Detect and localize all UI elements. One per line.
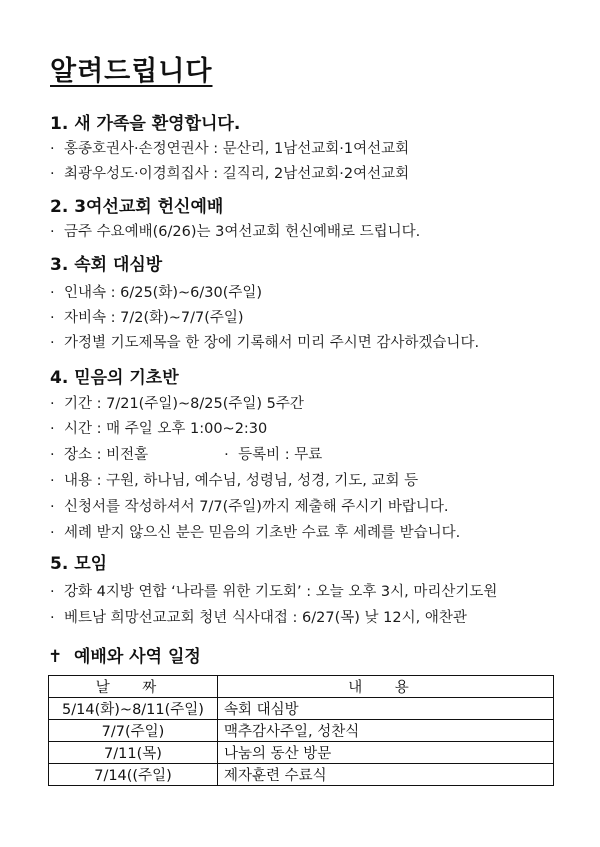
- section-heading-new-family: 1. 새 가족을 환영합니다.: [50, 114, 241, 134]
- list-item: [50, 164, 409, 184]
- bullet: ·: [50, 421, 55, 437]
- bullet: ·: [50, 141, 55, 157]
- bullet: ·: [50, 224, 55, 240]
- list-item-text: 홍종호권사·손정연권사 : 문산리, 1남선교회·1여선교회: [64, 141, 410, 157]
- column-header-content: 내 용: [218, 676, 554, 698]
- bullet: ·: [50, 396, 55, 412]
- list-item: [50, 497, 448, 517]
- list-item-text: 기간 : 7/21(주일)~8/25(주일) 5주간: [64, 396, 304, 412]
- table-row: [49, 698, 554, 720]
- bullet: ·: [50, 499, 55, 515]
- table-cell-date: 5/14(화)~8/11(주일): [49, 698, 218, 720]
- bullet: ·: [50, 610, 55, 626]
- table-cell-date: 7/7(주일): [49, 720, 218, 742]
- bullet: ·: [50, 473, 55, 489]
- list-item: [50, 283, 262, 303]
- list-item: [50, 471, 418, 491]
- bullet: ·: [50, 525, 55, 541]
- bullet: ·: [50, 447, 55, 463]
- table-cell-content: 나눔의 동산 방문: [218, 742, 554, 764]
- schedule-title: 예배와 사역 일정: [74, 647, 201, 667]
- section-heading-dedication-service: 2. 3여선교회 헌신예배: [50, 197, 224, 217]
- list-item: [50, 523, 460, 543]
- section-heading-faith-basics: 4. 믿음의 기초반: [50, 368, 179, 388]
- bullet: ·: [50, 335, 55, 351]
- list-item-text: 세례 받지 않으신 분은 믿음의 기초반 수료 후 세례를 받습니다.: [64, 525, 461, 541]
- table-row: [49, 720, 554, 742]
- column-header-date: 날 짜: [49, 676, 218, 698]
- table-cell-date: 7/14((주일): [49, 764, 218, 786]
- list-item-text: 내용 : 구원, 하나님, 예수님, 성령님, 성경, 기도, 교회 등: [64, 473, 419, 489]
- bullet: ·: [50, 310, 55, 326]
- bullet: ·: [50, 285, 55, 301]
- list-item-text: 금주 수요예배(6/26)는 3여선교회 헌신예배로 드립니다.: [64, 224, 421, 240]
- list-item-text: 최광우성도·이경희집사 : 길직리, 2남선교회·2여선교회: [64, 166, 410, 182]
- list-item: [50, 222, 420, 242]
- section-heading-gatherings: 5. 모임: [50, 554, 108, 574]
- list-item: [50, 394, 304, 414]
- table-header-row: [49, 676, 554, 698]
- section-heading-home-visitation: 3. 속회 대심방: [50, 255, 163, 275]
- list-item: [50, 582, 497, 602]
- table-cell-content: 제자훈련 수료식: [218, 764, 554, 786]
- table-cell-content: 속회 대심방: [218, 698, 554, 720]
- table-row: [49, 764, 554, 786]
- list-item-text: 신청서를 작성하셔서 7/7(주일)까지 제출해 주시기 바랍니다.: [64, 499, 449, 515]
- list-item-text: 가정별 기도제목을 한 장에 기록해서 미리 주시면 감사하겠습니다.: [64, 335, 480, 351]
- page-title: 알려드립니다: [50, 56, 213, 87]
- list-item-text: 베트남 희망선교교회 청년 식사대접 : 6/27(목) 낮 12시, 애찬관: [64, 610, 467, 626]
- list-item-text: 장소 : 비전홀: [64, 447, 149, 463]
- bullet: ·: [50, 584, 55, 600]
- list-item-text: 등록비 : 무료: [238, 447, 323, 463]
- list-item: [50, 445, 322, 465]
- table-cell-content: 맥추감사주일, 성찬식: [218, 720, 554, 742]
- table-cell-date: 7/11(목): [49, 742, 218, 764]
- list-item-text: 인내속 : 6/25(화)~6/30(주일): [64, 285, 263, 301]
- schedule-heading: [48, 646, 201, 668]
- bullet: ·: [224, 447, 229, 463]
- cross-icon: ✝: [48, 647, 63, 667]
- list-item: [50, 608, 467, 628]
- bullet: ·: [50, 166, 55, 182]
- list-item: [50, 419, 267, 439]
- list-item: [50, 333, 479, 353]
- table-row: [49, 742, 554, 764]
- list-item: [50, 139, 409, 159]
- list-item-text: 강화 4지방 연합 ‘나라를 위한 기도회’ : 오늘 오후 3시, 마리산기도원: [64, 584, 498, 600]
- list-item-text: 시간 : 매 주일 오후 1:00~2:30: [64, 421, 268, 437]
- list-item-text: 자비속 : 7/2(화)~7/7(주일): [64, 310, 244, 326]
- list-item: [50, 308, 244, 328]
- schedule-table: [48, 675, 554, 786]
